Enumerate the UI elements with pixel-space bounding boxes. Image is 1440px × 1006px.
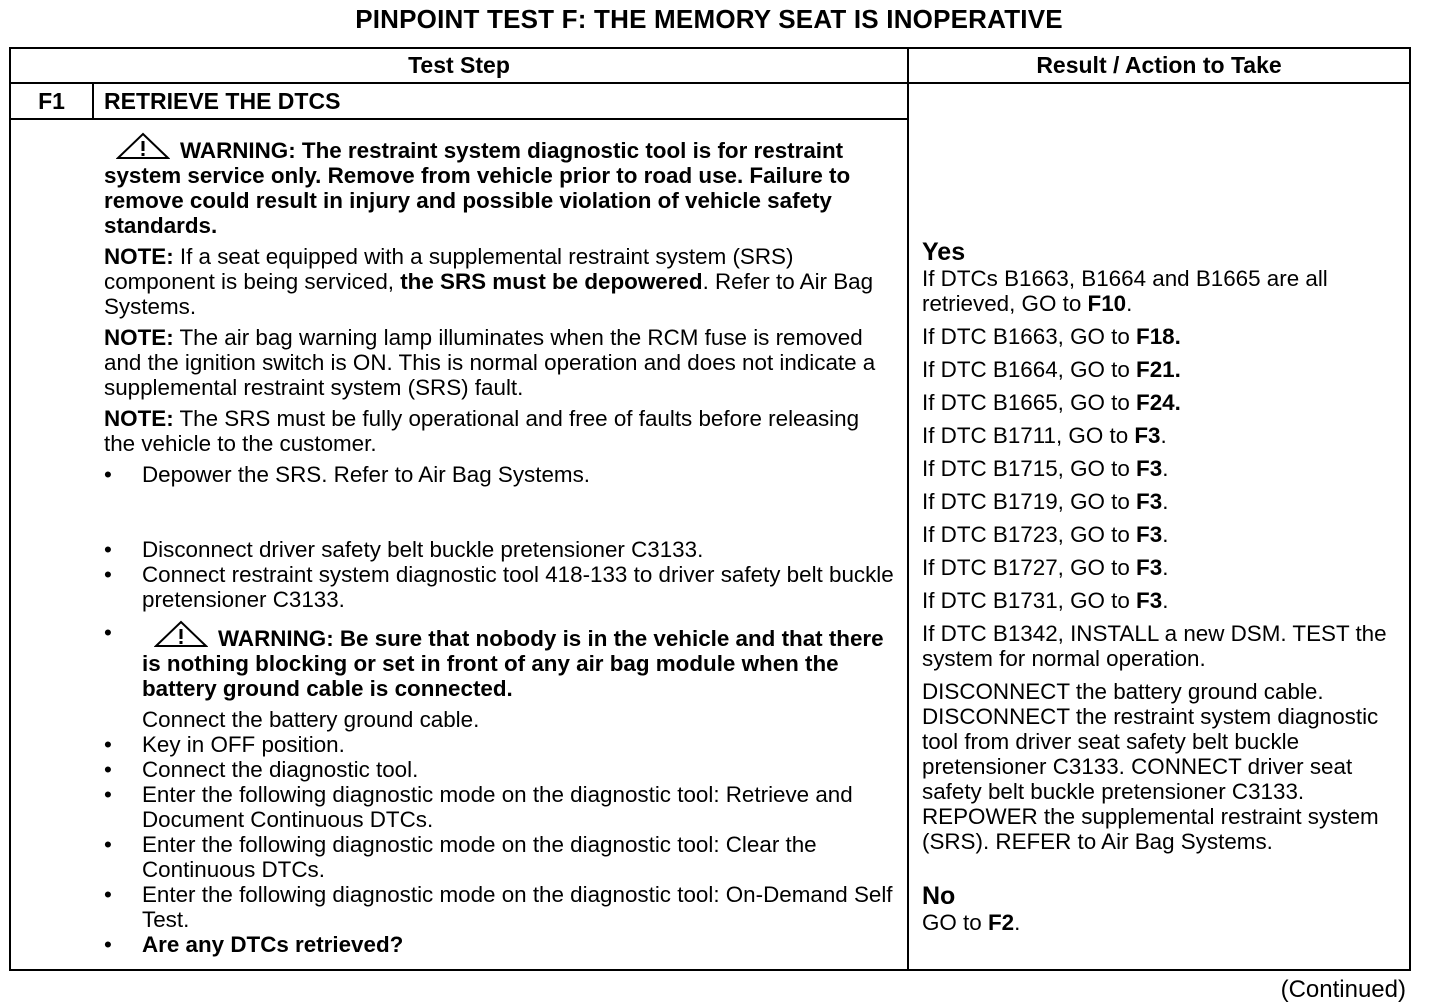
warning-2-text: WARNING: Be sure that nobody is in the vehicle and that there is nothing blocking or set in front of any air bag module when the battery ground cable is connected. [142, 626, 884, 701]
dtc-result-row: If DTC B1731, GO to F3. [922, 588, 1169, 613]
header-result: Result / Action to Take [1036, 52, 1282, 78]
no-result: GO to F2. [922, 910, 1021, 935]
warning-triangle-icon [116, 132, 170, 160]
dtc-result-row: If DTC B1723, GO to F3. [922, 522, 1169, 547]
step-name: RETRIEVE THE DTCS [104, 88, 341, 114]
bullet-item: • Enter the following diagnostic mode on the diagnostic tool: Clear the Continuous DTCs. [104, 832, 817, 882]
warning-triangle-icon [154, 620, 208, 648]
bullet-item: • Connect restraint system diagnostic tool 418-133 to driver safety belt buckle pretensioner C3133. [104, 562, 894, 612]
step-id: F1 [38, 88, 65, 114]
dtc-result-row: If DTC B1715, GO to F3. [922, 456, 1169, 481]
page-title: PINPOINT TEST F: THE MEMORY SEAT IS INOPERATIVE [355, 4, 1063, 34]
dtc-result-row: If DTC B1711, GO to F3. [922, 423, 1167, 448]
dtc-result-row: If DTC B1719, GO to F3. [922, 489, 1169, 514]
step-id-divider [92, 82, 94, 120]
bullet-item: • Enter the following diagnostic mode on the diagnostic tool: On-Demand Self Test. [104, 882, 893, 932]
warning-1-text: WARNING: The restraint system diagnostic tool is for restraint system service only. Remove from vehicle prior to road use. Failure to remove could result in injury and possible violation of vehicle safety standards. [104, 138, 851, 238]
header-test-step: Test Step [408, 52, 510, 78]
header-divider [9, 82, 1411, 84]
dtc-result-row: If DTC B1663, GO to F18. [922, 324, 1181, 349]
step-divider [9, 118, 909, 120]
bullet-item-warning: • WARNING: Be sure that nobody is in the vehicle and that there is nothing blocking or set in front of any air bag module when the battery ground cable is connected. Connect the battery ground cable. [104, 620, 894, 732]
warning-1 [104, 132, 894, 238]
bullet-item: • Key in OFF position. [104, 732, 345, 757]
note-3: NOTE: The SRS must be fully operational and free of faults before releasing the vehicle to the customer. [104, 406, 860, 456]
test-step-content [104, 132, 894, 957]
warning-2 [142, 620, 894, 701]
dtc-all-result: If DTCs B1663, B1664 and B1665 are all retrieved, GO to F10. [922, 266, 1328, 316]
bullet-item-question: • Are any DTCs retrieved? [104, 932, 404, 957]
dtc-result-row: If DTC B1665, GO to F24. [922, 390, 1181, 415]
result-content [922, 238, 1406, 935]
dtc-result-row: If DTC B1664, GO to F21. [922, 357, 1181, 382]
yes-label: Yes [922, 238, 966, 266]
column-divider [907, 47, 909, 971]
bullet-continuation: Connect the battery ground cable. [142, 707, 480, 732]
dtc-result-row: If DTC B1727, GO to F3. [922, 555, 1169, 580]
bullet-item: • Enter the following diagnostic mode on the diagnostic tool: Retrieve and Document Continuous DTCs. [104, 782, 853, 832]
disconnect-instructions: DISCONNECT the battery ground cable. DISCONNECT the restraint system diagnostic tool from driver seat safety belt buckle pretensioner C3133. CONNECT driver seat safety belt buckle pretensioner C3133. REPOWER the supplemental restraint system (SRS). REFER to Air Bag Systems. [922, 679, 1379, 854]
note-1: NOTE: If a seat equipped with a supplemental restraint system (SRS) component is being serviced, the SRS must be depowered. Refer to Air Bag Systems. [104, 244, 874, 319]
no-label: No [922, 882, 956, 910]
dtc-b1342-result: If DTC B1342, INSTALL a new DSM. TEST the system for normal operation. [922, 621, 1387, 671]
dtc-result-list [922, 324, 1406, 613]
note-2: NOTE: The air bag warning lamp illuminates when the RCM fuse is removed and the ignition switch is ON. This is normal operation and does not indicate a supplemental restraint system (SRS) fault. [104, 325, 876, 400]
bullet-item: • Disconnect driver safety belt buckle pretensioner C3133. [104, 537, 704, 562]
bullet-item: • Depower the SRS. Refer to Air Bag Systems. [104, 462, 590, 487]
continued-label: (Continued) [1280, 976, 1406, 1003]
bullet-item: • Connect the diagnostic tool. [104, 757, 419, 782]
